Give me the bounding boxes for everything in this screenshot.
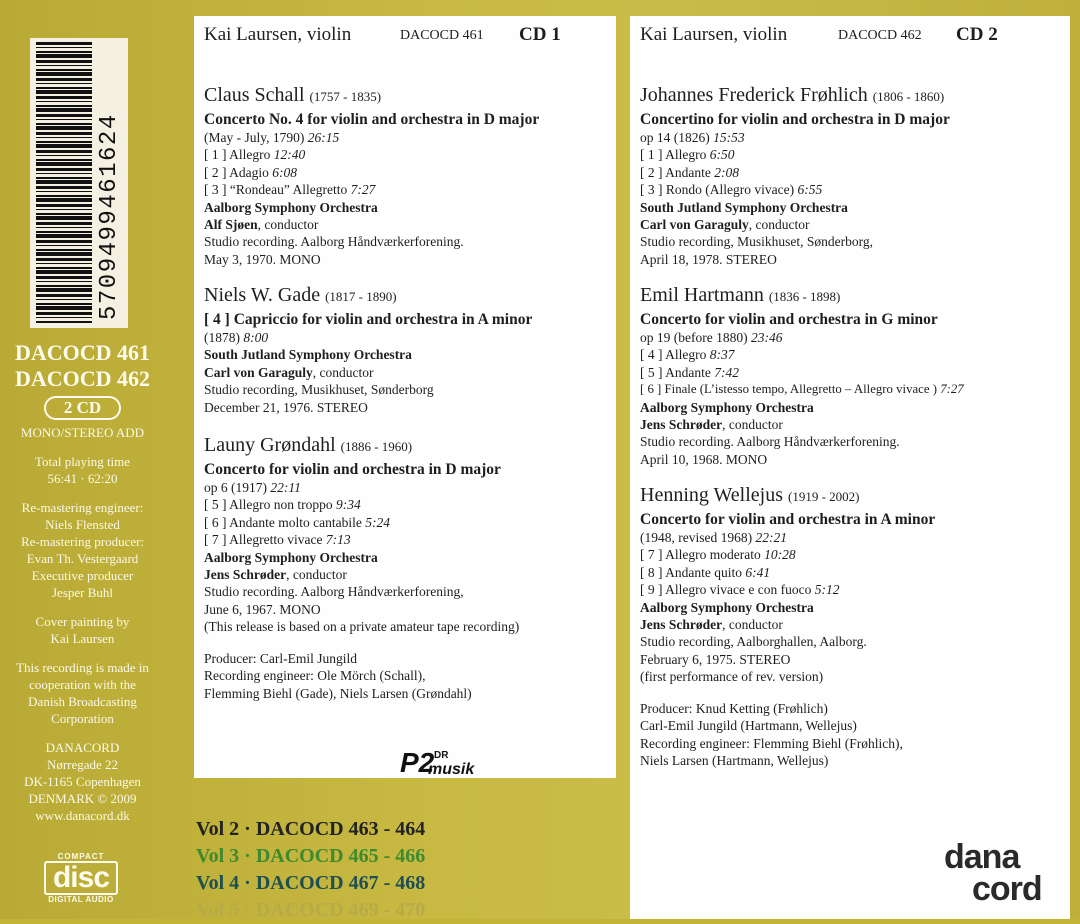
movement: [ 5 ] Allegro non troppo 9:34 bbox=[204, 497, 361, 513]
recording-note: Studio recording, Aalborghallen, Aalborg. bbox=[640, 634, 867, 650]
volume-item: Vol 3 · DACOCD 465 - 466 bbox=[196, 845, 426, 867]
cd1-catalog: DACOCD 461 bbox=[400, 28, 484, 43]
credit-line: Executive producer bbox=[31, 568, 134, 583]
movement: [ 6 ] Finale (L’istesso tempo, Allegretto – Allegro vivace ) 7:27 bbox=[640, 382, 964, 397]
volume-item: Vol 2 · DACOCD 463 - 464 bbox=[196, 818, 426, 840]
work-duration: 8:00 bbox=[243, 330, 269, 345]
recording-note: (This release is based on a private amateur tape recording) bbox=[204, 619, 520, 635]
work-wellejus bbox=[640, 482, 1064, 686]
svg-text:musik: musik bbox=[428, 761, 475, 778]
work-title: [ 4 ] Capriccio for violin and orchestra in A minor bbox=[204, 311, 533, 328]
address-line: DK-1165 Copenhagen bbox=[24, 774, 141, 789]
movement: [ 3 ] “Rondeau” Allegretto 7:27 bbox=[204, 182, 376, 198]
work-info: (1948, revised 1968) bbox=[640, 530, 753, 545]
movement: [ 9 ] Allegro vivace e con fuoco 5:12 bbox=[640, 582, 840, 598]
orchestra: Aalborg Symphony Orchestra bbox=[640, 599, 814, 615]
credit-line: Re-mastering engineer: bbox=[21, 500, 144, 515]
recording-note: May 3, 1970. MONO bbox=[204, 251, 321, 267]
recording-note: Studio recording, Musikhuset, Sønderborg bbox=[204, 382, 434, 398]
composer-years: (1886 - 1960) bbox=[340, 439, 413, 454]
recording-note: Studio recording. Aalborg Håndværkerforening. bbox=[640, 434, 900, 450]
catalog-number-1: DACOCD 461 bbox=[14, 340, 151, 365]
movement: [ 8 ] Andante quito 6:41 bbox=[640, 564, 771, 580]
movement: [ 7 ] Allegretto vivace 7:13 bbox=[204, 532, 351, 548]
conductor: Jens Schrøder, conductor bbox=[640, 417, 783, 433]
recording-note: (first performance of rev. version) bbox=[640, 669, 824, 685]
work-duration: 22:21 bbox=[755, 530, 787, 545]
svg-text:dana: dana bbox=[944, 838, 1020, 876]
danacord-logo bbox=[942, 838, 1052, 906]
credit-line: Niels Flensted bbox=[45, 517, 120, 532]
work-frohlich bbox=[640, 82, 1064, 268]
work-hartmann bbox=[640, 282, 1064, 468]
coop-line: This recording is made in bbox=[16, 660, 149, 675]
work-info: op 14 (1826) bbox=[640, 130, 710, 145]
credit-line: Evan Th. Vestergaard bbox=[26, 551, 139, 566]
work-info: (May - July, 1790) bbox=[204, 130, 305, 145]
playing-time: 56:41 · 62:20 bbox=[47, 471, 118, 486]
conductor: Carl von Garaguly, conductor bbox=[640, 217, 810, 233]
credit-line: Re-mastering producer: bbox=[20, 534, 145, 549]
work-info: op 6 (1917) bbox=[204, 480, 267, 495]
barcode-digits: 5709499461624 bbox=[96, 113, 123, 320]
orchestra: Aalborg Symphony Orchestra bbox=[204, 199, 378, 215]
work-schall bbox=[204, 82, 610, 268]
orchestra: Aalborg Symphony Orchestra bbox=[640, 399, 814, 415]
composer-name: Claus Schall bbox=[204, 84, 305, 106]
cd1-header bbox=[204, 24, 606, 48]
orchestra: South Jutland Symphony Orchestra bbox=[204, 347, 412, 363]
cd2-artist: Kai Laursen, violin bbox=[640, 24, 788, 45]
cd1-panel bbox=[194, 16, 616, 778]
movement: [ 1 ] Allegro 6:50 bbox=[640, 147, 735, 163]
volume-item: Vol 4 · DACOCD 467 - 468 bbox=[196, 872, 426, 894]
work-duration: 23:46 bbox=[750, 330, 783, 345]
orchestra: South Jutland Symphony Orchestra bbox=[640, 199, 848, 215]
cd1-producer-credits: Producer: Carl-Emil Jungild Recording engineer: Ole Mörch (Schall), Flemming Biehl (Gade), Niels Larsen (Grøndahl) bbox=[204, 651, 472, 701]
credit-line: Jesper Buhl bbox=[51, 585, 114, 600]
recording-note: Studio recording. Aalborg Håndværkerforening, bbox=[204, 584, 464, 600]
coop-line: cooperation with the bbox=[29, 677, 136, 692]
compact-disc-logo: COMPACT disc DIGITAL AUDIO bbox=[38, 852, 124, 904]
address-line: DANACORD bbox=[45, 740, 120, 755]
coop-line: Danish Broadcasting bbox=[28, 694, 137, 709]
cover-credit: Kai Laursen bbox=[50, 631, 115, 646]
composer-name: Johannes Frederick Frøhlich bbox=[640, 84, 868, 106]
p2-musik-logo bbox=[398, 744, 478, 780]
format-text: MONO/STEREO ADD bbox=[20, 425, 145, 440]
cd1-artist: Kai Laursen, violin bbox=[204, 24, 352, 45]
cd2-catalog: DACOCD 462 bbox=[838, 28, 922, 43]
conductor: Alf Sjøen, conductor bbox=[204, 217, 319, 233]
volume-item: Vol 5 · DACOCD 469 - 470 bbox=[196, 899, 426, 921]
two-cd-badge: 2 CD bbox=[44, 396, 121, 420]
recording-note: June 6, 1967. MONO bbox=[204, 601, 321, 617]
recording-note: April 18, 1978. STEREO bbox=[640, 251, 777, 267]
work-title: Concerto for violin and orchestra in G minor bbox=[640, 311, 938, 328]
conductor: Carl von Garaguly, conductor bbox=[204, 364, 374, 380]
movement: [ 4 ] Allegro 8:37 bbox=[640, 347, 735, 363]
left-info bbox=[0, 340, 165, 824]
cd1-number: CD 1 bbox=[519, 24, 561, 45]
recording-note: February 6, 1975. STEREO bbox=[640, 651, 791, 667]
movement: [ 7 ] Allegro moderato 10:28 bbox=[640, 547, 796, 563]
cover-credit: Cover painting by bbox=[35, 614, 130, 629]
conductor: Jens Schrøder, conductor bbox=[204, 567, 347, 583]
composer-years: (1836 - 1898) bbox=[768, 289, 841, 304]
address-line: Nørregade 22 bbox=[46, 757, 119, 772]
movement: [ 1 ] Allegro 12:40 bbox=[204, 147, 306, 163]
composer-name: Emil Hartmann bbox=[640, 284, 764, 306]
work-info: (1878) bbox=[204, 330, 240, 345]
movement: [ 3 ] Rondo (Allegro vivace) 6:55 bbox=[640, 182, 823, 198]
movement: [ 2 ] Andante 2:08 bbox=[640, 164, 739, 180]
work-title: Concerto No. 4 for violin and orchestra in D major bbox=[204, 111, 540, 128]
work-title: Concerto for violin and orchestra in A minor bbox=[640, 511, 936, 528]
composer-name: Launy Grøndahl bbox=[204, 434, 336, 456]
work-duration: 26:15 bbox=[307, 130, 340, 145]
cd2-panel bbox=[630, 16, 1070, 919]
catalog-number-2: DACOCD 462 bbox=[14, 366, 151, 391]
work-duration: 22:11 bbox=[270, 480, 301, 495]
work-title: Concerto for violin and orchestra in D major bbox=[204, 461, 501, 478]
composer-years: (1817 - 1890) bbox=[325, 289, 397, 304]
address-line: DENMARK © 2009 bbox=[28, 791, 137, 806]
work-title: Concertino for violin and orchestra in D major bbox=[640, 111, 950, 128]
composer-years: (1757 - 1835) bbox=[309, 89, 382, 104]
movement: [ 6 ] Andante molto cantabile 5:24 bbox=[204, 514, 390, 530]
composer-years: (1806 - 1860) bbox=[872, 89, 945, 104]
composer-name: Henning Wellejus bbox=[640, 484, 783, 506]
conductor: Jens Schrøder, conductor bbox=[640, 617, 783, 633]
work-duration: 15:53 bbox=[713, 130, 745, 145]
work-gade bbox=[204, 282, 610, 416]
barcode bbox=[30, 38, 128, 328]
movement: [ 2 ] Adagio 6:08 bbox=[204, 164, 298, 180]
recording-note: Studio recording. Aalborg Håndværkerforening. bbox=[204, 234, 464, 250]
recording-note: Studio recording, Musikhuset, Sønderborg, bbox=[640, 234, 873, 250]
website-link[interactable]: www.danacord.dk bbox=[35, 808, 130, 823]
work-info: op 19 (before 1880) bbox=[640, 330, 748, 345]
recording-note: December 21, 1976. STEREO bbox=[204, 399, 368, 415]
coop-line: Corporation bbox=[51, 711, 114, 726]
cd2-producer-credits: Producer: Knud Ketting (Frøhlich) Carl-Emil Jungild (Hartmann, Wellejus) Recording engineer: Flemming Biehl (Frøhlich), Niels Larsen (Hartmann, Wellejus) bbox=[640, 701, 903, 769]
playing-time-label: Total playing time bbox=[34, 454, 131, 469]
composer-name: Niels W. Gade bbox=[204, 284, 321, 306]
svg-text:DR: DR bbox=[434, 750, 449, 761]
cd2-header bbox=[640, 24, 1060, 48]
work-grondahl bbox=[204, 432, 610, 636]
barcode-bars bbox=[36, 42, 92, 324]
svg-text:cord: cord bbox=[972, 870, 1042, 906]
svg-text:P2: P2 bbox=[400, 747, 435, 778]
volume-list bbox=[196, 816, 425, 924]
recording-note: April 10, 1968. MONO bbox=[640, 451, 768, 467]
composer-years: (1919 - 2002) bbox=[788, 489, 860, 504]
cd2-number: CD 2 bbox=[956, 24, 998, 45]
movement: [ 5 ] Andante 7:42 bbox=[640, 364, 739, 380]
orchestra: Aalborg Symphony Orchestra bbox=[204, 549, 378, 565]
